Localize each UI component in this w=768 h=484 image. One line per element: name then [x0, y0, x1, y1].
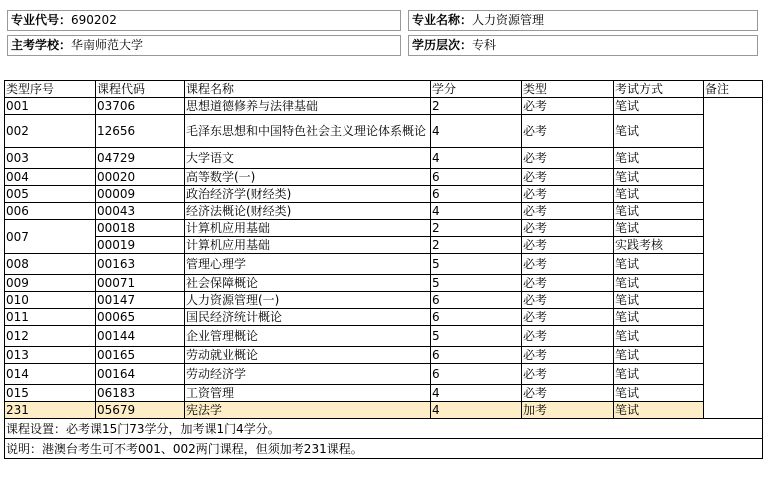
- cell-code: 03706: [96, 98, 185, 115]
- cell-name: 劳动就业概论: [185, 347, 431, 364]
- cell-name: 劳动经济学: [185, 364, 431, 385]
- cell-exam: 笔试: [614, 115, 704, 148]
- cell-exam: 笔试: [614, 347, 704, 364]
- table-row: [5, 326, 763, 347]
- table-row: [5, 347, 763, 364]
- cell-name: 计算机应用基础: [185, 220, 431, 237]
- cell-code: 00144: [96, 326, 185, 347]
- level-label: 学历层次：: [412, 38, 473, 52]
- cell-exam: 笔试: [614, 292, 704, 309]
- cell-code: 00165: [96, 347, 185, 364]
- cell-type: 必考: [522, 115, 614, 148]
- cell-exam: 笔试: [614, 364, 704, 385]
- table-row: [5, 292, 763, 309]
- major-name-value: 人力资源管理: [472, 13, 545, 27]
- cell-seq: 014: [5, 364, 96, 385]
- cell-credit: 5: [431, 275, 522, 292]
- cell-seq: 009: [5, 275, 96, 292]
- cell-name: 经济法概论(财经类): [185, 203, 431, 220]
- cell-name: 高等数学(一): [185, 169, 431, 186]
- cell-exam: 笔试: [614, 203, 704, 220]
- cell-name: 毛泽东思想和中国特色社会主义理论体系概论: [185, 115, 431, 148]
- cell-type: 必考: [522, 169, 614, 186]
- header-code: 课程代码: [96, 81, 185, 98]
- cell-exam: 实践考核: [614, 237, 704, 254]
- table-row: [5, 309, 763, 326]
- table-row-supplementary: [5, 402, 763, 419]
- cell-credit: 6: [431, 186, 522, 203]
- major-code-label: 专业代号：: [11, 13, 72, 27]
- cell-type: 必考: [522, 309, 614, 326]
- cell-code: 00043: [96, 203, 185, 220]
- cell-seq: 004: [5, 169, 96, 186]
- cell-type: 必考: [522, 186, 614, 203]
- cell-type: 必考: [522, 148, 614, 169]
- table-row: [5, 364, 763, 385]
- cell-code: 00019: [96, 237, 185, 254]
- cell-exam: 笔试: [614, 326, 704, 347]
- table-row: [5, 98, 763, 115]
- major-code-box: [7, 10, 401, 31]
- header-type: 类型: [522, 81, 614, 98]
- cell-code: 06183: [96, 385, 185, 402]
- cell-credit: 5: [431, 254, 522, 275]
- cell-code: 00009: [96, 186, 185, 203]
- cell-seq: 005: [5, 186, 96, 203]
- cell-credit: 6: [431, 169, 522, 186]
- cell-name: 思想道德修养与法律基础: [185, 98, 431, 115]
- cell-type: 必考: [522, 347, 614, 364]
- cell-code: 00020: [96, 169, 185, 186]
- cell-credit: 2: [431, 98, 522, 115]
- cell-credit: 4: [431, 203, 522, 220]
- cell-code: 12656: [96, 115, 185, 148]
- cell-name: 政治经济学(财经类): [185, 186, 431, 203]
- cell-type: 必考: [522, 326, 614, 347]
- cell-name: 工资管理: [185, 385, 431, 402]
- cell-code: 00071: [96, 275, 185, 292]
- cell-name: 管理心理学: [185, 254, 431, 275]
- header-name: 课程名称: [185, 81, 431, 98]
- header-exam: 考试方式: [614, 81, 704, 98]
- cell-exam: 笔试: [614, 186, 704, 203]
- cell-type: 必考: [522, 220, 614, 237]
- cell-exam: 笔试: [614, 98, 704, 115]
- cell-exam: 笔试: [614, 309, 704, 326]
- course-table: [4, 80, 763, 459]
- school-value: 华南师范大学: [71, 38, 144, 52]
- cell-name: 人力资源管理(一): [185, 292, 431, 309]
- table-row: [5, 254, 763, 275]
- header-credit: 学分: [431, 81, 522, 98]
- table-row: [5, 186, 763, 203]
- major-name-label: 专业名称：: [412, 13, 473, 27]
- cell-credit: 4: [431, 148, 522, 169]
- cell-code: 05679: [96, 402, 185, 419]
- table-row: [5, 203, 763, 220]
- cell-seq: 012: [5, 326, 96, 347]
- footer-setup-row: [5, 419, 763, 439]
- cell-code: 00163: [96, 254, 185, 275]
- cell-credit: 2: [431, 237, 522, 254]
- cell-seq: 008: [5, 254, 96, 275]
- table-row: [5, 275, 763, 292]
- header-seq: 类型序号: [5, 81, 96, 98]
- note-cell: [704, 98, 763, 419]
- cell-credit: 4: [431, 115, 522, 148]
- cell-credit: 6: [431, 364, 522, 385]
- cell-code: 00164: [96, 364, 185, 385]
- cell-seq: 007: [5, 220, 96, 254]
- cell-seq: 006: [5, 203, 96, 220]
- header-note: 备注: [704, 81, 763, 98]
- cell-exam: 笔试: [614, 169, 704, 186]
- cell-seq: 001: [5, 98, 96, 115]
- cell-type: 必考: [522, 98, 614, 115]
- table-row: [5, 115, 763, 148]
- level-box: [408, 35, 758, 56]
- cell-seq: 010: [5, 292, 96, 309]
- cell-type: 必考: [522, 237, 614, 254]
- cell-credit: 2: [431, 220, 522, 237]
- cell-type: 加考: [522, 402, 614, 419]
- cell-credit: 4: [431, 385, 522, 402]
- cell-exam: 笔试: [614, 220, 704, 237]
- cell-seq: 003: [5, 148, 96, 169]
- table-row: [5, 385, 763, 402]
- cell-credit: 6: [431, 347, 522, 364]
- school-box: [7, 35, 401, 56]
- cell-name: 大学语文: [185, 148, 431, 169]
- cell-exam: 笔试: [614, 385, 704, 402]
- cell-name: 国民经济统计概论: [185, 309, 431, 326]
- table-row: [5, 220, 763, 237]
- cell-type: 必考: [522, 292, 614, 309]
- table-row: [5, 169, 763, 186]
- cell-seq: 002: [5, 115, 96, 148]
- table-row: [5, 237, 763, 254]
- cell-credit: 6: [431, 309, 522, 326]
- course-setup-text: 课程设置：必考课15门73学分，加考课1门4学分。: [5, 419, 763, 439]
- cell-code: 04729: [96, 148, 185, 169]
- school-label: 主考学校：: [11, 38, 72, 52]
- cell-credit: 4: [431, 402, 522, 419]
- cell-type: 必考: [522, 364, 614, 385]
- cell-seq: 231: [5, 402, 96, 419]
- cell-name: 计算机应用基础: [185, 237, 431, 254]
- major-code-value: 690202: [71, 13, 117, 27]
- cell-type: 必考: [522, 254, 614, 275]
- cell-type: 必考: [522, 203, 614, 220]
- cell-exam: 笔试: [614, 402, 704, 419]
- table-header-row: [5, 81, 763, 98]
- note-text: 说明：港澳台考生可不考001、002两门课程，但须加考231课程。: [5, 439, 763, 459]
- cell-type: 必考: [522, 385, 614, 402]
- cell-code: 00065: [96, 309, 185, 326]
- table-row: [5, 148, 763, 169]
- cell-code: 00018: [96, 220, 185, 237]
- level-value: 专科: [472, 38, 497, 52]
- cell-code: 00147: [96, 292, 185, 309]
- cell-credit: 5: [431, 326, 522, 347]
- cell-name: 宪法学: [185, 402, 431, 419]
- cell-type: 必考: [522, 275, 614, 292]
- cell-name: 企业管理概论: [185, 326, 431, 347]
- cell-exam: 笔试: [614, 148, 704, 169]
- cell-credit: 6: [431, 292, 522, 309]
- cell-exam: 笔试: [614, 254, 704, 275]
- cell-seq: 011: [5, 309, 96, 326]
- cell-exam: 笔试: [614, 275, 704, 292]
- cell-seq: 015: [5, 385, 96, 402]
- footer-note-row: [5, 439, 763, 459]
- cell-name: 社会保障概论: [185, 275, 431, 292]
- major-name-box: [408, 10, 758, 31]
- cell-seq: 013: [5, 347, 96, 364]
